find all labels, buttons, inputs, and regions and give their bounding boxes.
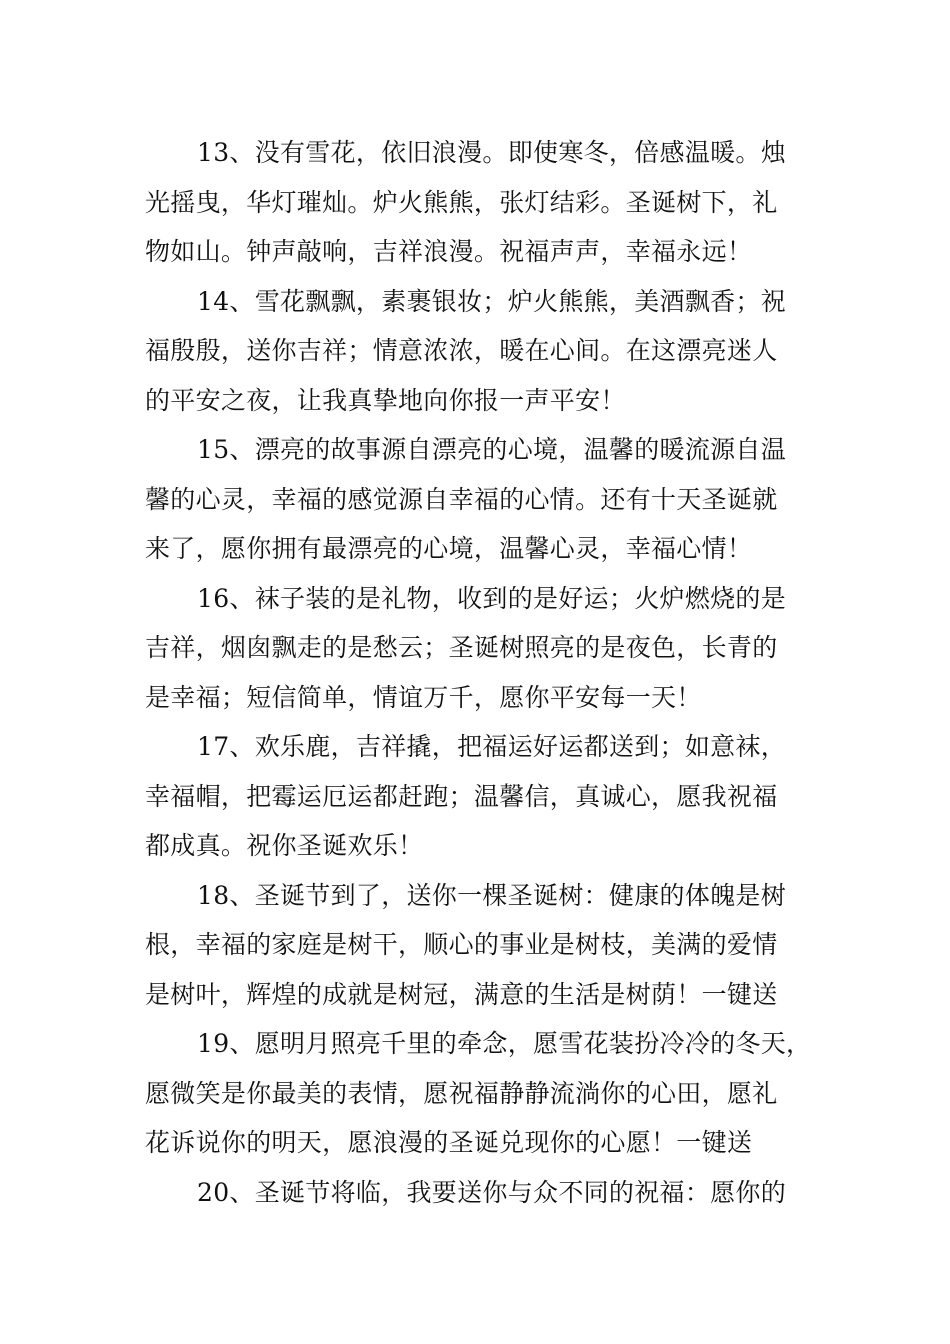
paragraph-20 (145, 1168, 810, 1218)
paragraph-17 (145, 722, 810, 871)
text-line: 14、雪花飘飘，素裹银妆；炉火熊熊，美酒飘香；祝 (197, 286, 787, 316)
text-line: 光摇曳，华灯璀灿。炉火熊熊，张灯结彩。圣诞树下，礼 (145, 187, 778, 217)
paragraph-13 (145, 128, 810, 277)
text-line: 是树叶，辉煌的成就是树冠，满意的生活是树荫！一键送 (145, 979, 778, 1009)
text-line: 馨的心灵，幸福的感觉源自幸福的心情。还有十天圣诞就 (145, 484, 778, 514)
text-line: 是幸福；短信简单，情谊万千，愿你平安每一天！ (145, 682, 702, 712)
paragraph-19 (145, 1019, 810, 1168)
text-line: 来了，愿你拥有最漂亮的心境，温馨心灵，幸福心情！ (145, 534, 753, 563)
text-line: 16、袜子装的是礼物，收到的是好运；火炉燃烧的是 (197, 583, 787, 613)
paragraph-14 (145, 277, 810, 426)
paragraph-15 (145, 425, 810, 574)
text-line: 根，幸福的家庭是树干，顺心的事业是树枝，美满的爱情 (145, 930, 778, 959)
text-line: 都成真。祝你圣诞欢乐！ (145, 831, 424, 860)
text-line: 愿微笑是你最美的表情，愿祝福静静流淌你的心田，愿礼 (145, 1078, 778, 1108)
text-line: 17、欢乐鹿，吉祥撬，把福运好运都送到；如意袜， (197, 732, 787, 761)
text-line: 物如山。钟声敲响，吉祥浪漫。祝福声声，幸福永远！ (145, 237, 753, 266)
paragraph-16 (145, 574, 810, 723)
text-line: 福殷殷，送你吉祥；情意浓浓，暖在心间。在这漂亮迷人 (145, 336, 778, 365)
text-line: 的平安之夜，让我真挚地向你报一声平安！ (145, 385, 626, 415)
text-line: 幸福帽，把霉运厄运都赶跑；温馨信，真诚心，愿我祝福 (145, 781, 778, 811)
paragraph-18 (145, 871, 810, 1020)
text-line: 吉祥，烟囱飘走的是愁云；圣诞树照亮的是夜色，长青的 (145, 633, 778, 662)
text-line: 18、圣诞节到了，送你一棵圣诞树：健康的体魄是树 (197, 880, 787, 910)
text-line: 15、漂亮的故事源自漂亮的心境，温馨的暖流源自温 (197, 435, 787, 464)
text-line: 13、没有雪花，依旧浪漫。即使寒冬，倍感温暖。烛 (197, 138, 787, 167)
body-text (145, 128, 810, 1217)
text-line: 19、愿明月照亮千里的牵念，愿雪花装扮冷冷的冬天， (197, 1029, 812, 1058)
text-line: 20、圣诞节将临，我要送你与众不同的祝福：愿你的 (197, 1177, 787, 1207)
text-line: 花诉说你的明天，愿浪漫的圣诞兑现你的心愿！一键送 (145, 1128, 753, 1157)
